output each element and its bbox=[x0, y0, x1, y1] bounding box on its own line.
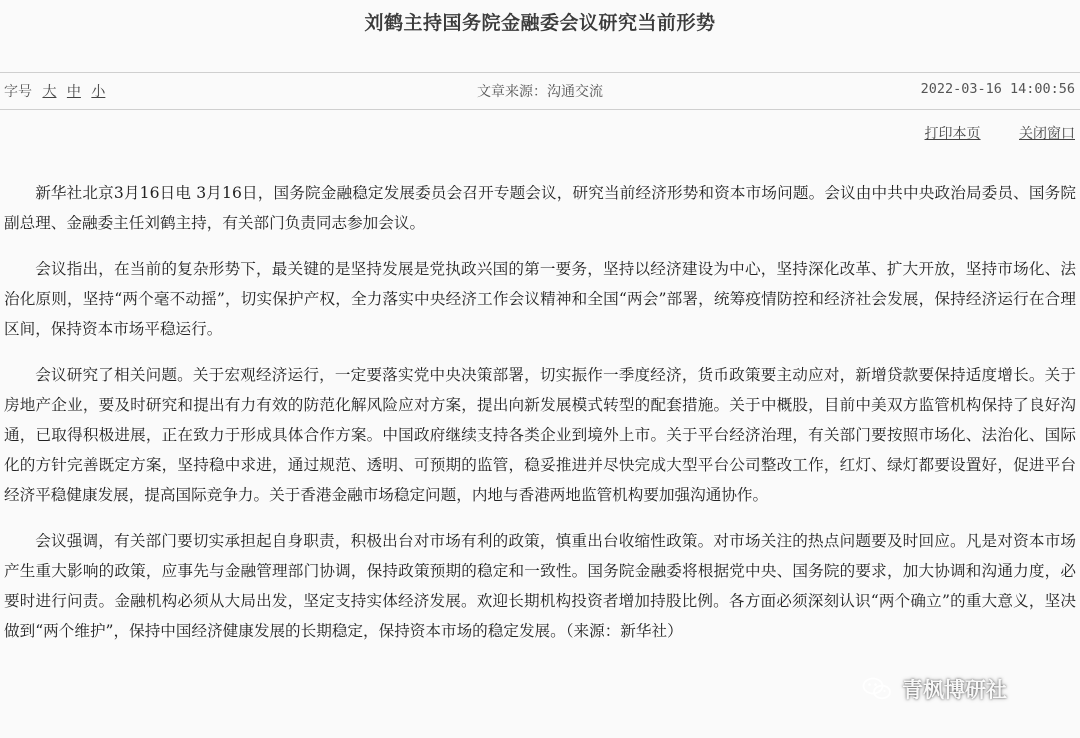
article-body bbox=[4, 178, 1076, 662]
font-size-medium-link[interactable]: 中 bbox=[66, 84, 81, 100]
print-page-link[interactable]: 打印本页 bbox=[924, 126, 981, 142]
article-paragraph: 新华社北京3月16日电 3月16日，国务院金融稳定发展委员会召开专题会议，研究当前经济形势和资本市场问题。会议由中共中央政治局委员、国务院副总理、金融委主任刘鹤主持，有关部门负责同志参加会议。 bbox=[4, 184, 1076, 232]
font-size-small-link[interactable]: 小 bbox=[91, 84, 106, 100]
source-label: 文章来源： bbox=[477, 84, 547, 100]
watermark-text: 青枫博研社 bbox=[902, 678, 1007, 702]
page-title: 刘鹤主持国务院金融委会议研究当前形势 bbox=[364, 12, 716, 34]
wechat-icon bbox=[862, 677, 892, 701]
article-source bbox=[0, 81, 1080, 101]
article-paragraph: 会议强调，有关部门要切实承担起自身职责，积极出台对市场有利的政策，慎重出台收缩性政策。对市场关注的热点问题要及时回应。凡是对资本市场产生重大影响的政策，应事先与金融管理部门协调，保持政策预期的稳定和一致性。国务院金融委将根据党中央、国务院的要求，加大协调和沟通力度，必要时进行问责。金融机构必须从大局出发，坚定支持实体经济发展。欢迎长期机构投资者增加持股比例。各方面必须深刻认识“两个确立”的重大意义，坚决做到“两个维护”，保持中国经济健康发展的长期稳定，保持资本市场的稳定发展。（来源：新华社） bbox=[4, 532, 1076, 640]
watermark bbox=[862, 674, 1007, 704]
meta-bar bbox=[0, 72, 1080, 110]
article-paragraph: 会议指出，在当前的复杂形势下，最关键的是坚持发展是党执政兴国的第一要务，坚持以经济建设为中心，坚持深化改革、扩大开放，坚持市场化、法治化原则，坚持“两个毫不动摇”，切实保护产权，全力落实中央经济工作会议精神和全国“两会”部署，统筹疫情防控和经济社会发展，保持经济运行在合理区间，保持资本市场平稳运行。 bbox=[4, 260, 1076, 338]
article-paragraph: 会议研究了相关问题。关于宏观经济运行，一定要落实党中央决策部署，切实振作一季度经济，货币政策要主动应对，新增贷款要保持适度增长。关于房地产企业，要及时研究和提出有力有效的防范化解风险应对方案，提出向新发展模式转型的配套措施。关于中概股，目前中美双方监管机构保持了良好沟通，已取得积极进展，正在致力于形成具体合作方案。中国政府继续支持各类企业到境外上市。关于平台经济治理，有关部门要按照市场化、法治化、国际化的方针完善既定方案，坚持稳中求进，通过规范、透明、可预期的监管，稳妥推进并尽快完成大型平台公司整改工作，红灯、绿灯都要设置好，促进平台经济平稳健康发展，提高国际竞争力。关于香港金融市场稳定问题，内地与香港两地监管机构要加强沟通协作。 bbox=[4, 366, 1076, 504]
font-size-label: 字号 bbox=[4, 84, 32, 100]
source-value: 沟通交流 bbox=[547, 84, 603, 100]
font-size-large-link[interactable]: 大 bbox=[42, 84, 57, 100]
close-window-link[interactable]: 关闭窗口 bbox=[1019, 126, 1075, 142]
publish-datetime: 2022-03-16 14:00:56 bbox=[920, 81, 1075, 97]
page-actions bbox=[891, 123, 1075, 143]
